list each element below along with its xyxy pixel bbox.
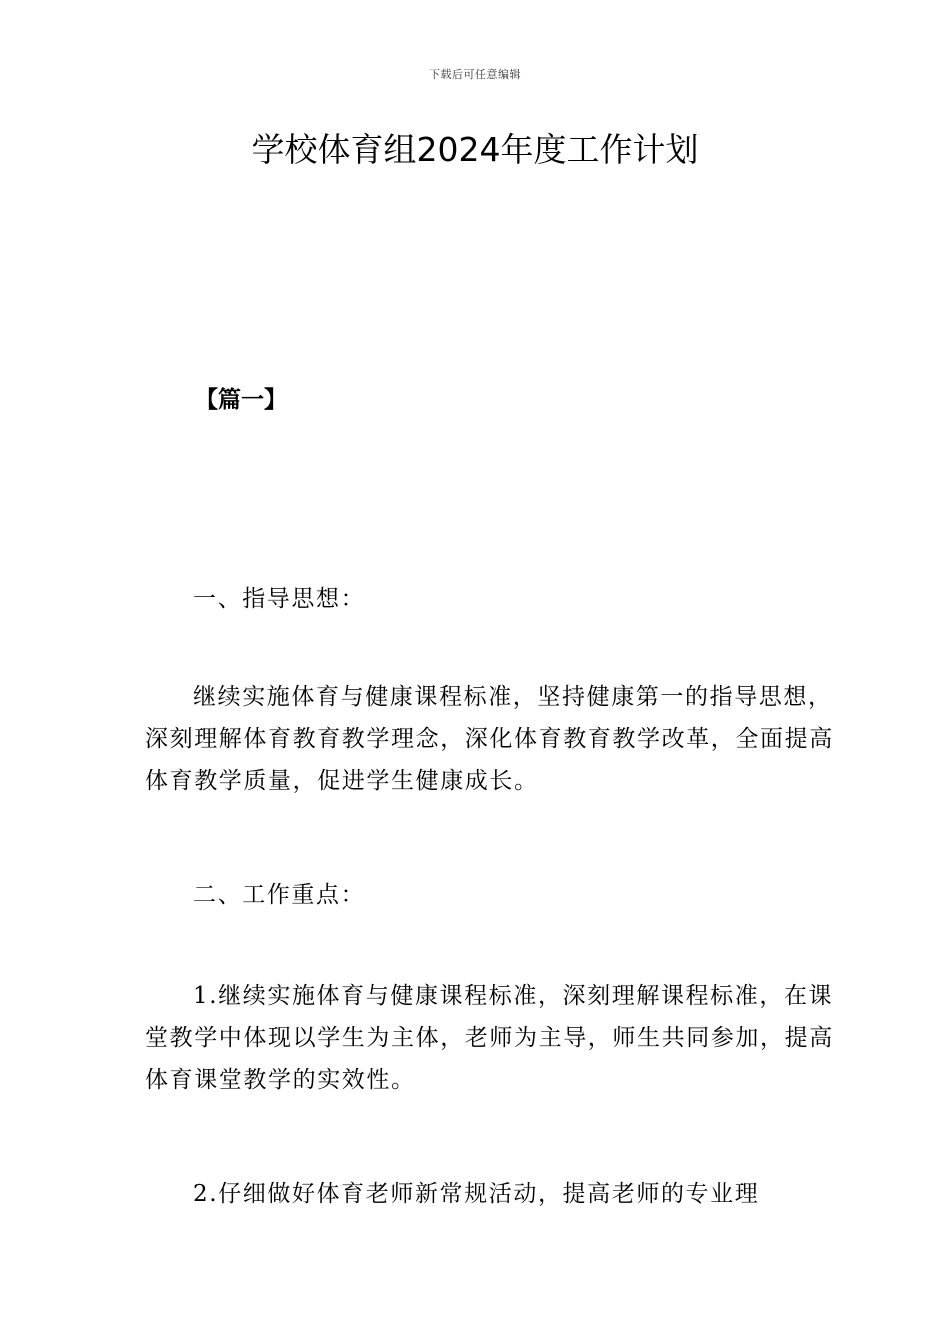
- paragraph-guiding-ideology: 继续实施体育与健康课程标准，坚持健康第一的指导思想，深刻理解体育教育教学理念，深化体育教育教学改革，全面提高体育教学质量，促进学生健康成长。: [145, 684, 834, 794]
- document-title: 学校体育组2024年度工作计划: [251, 130, 699, 169]
- paragraph-item-2: 2.仔细做好体育老师新常规活动，提高老师的专业理: [193, 1181, 760, 1207]
- heading-guiding-ideology: 一、指导思想：: [193, 586, 366, 612]
- section-heading: 【篇一】: [195, 386, 287, 413]
- header-note: 下载后可任意编辑: [429, 68, 521, 81]
- paragraph-item-1: 1.继续实施体育与健康课程标准，深刻理解课程标准，在课堂教学中体现以学生为主体，老师为主导，师生共同参加，提高体育课堂教学的实效性。: [145, 983, 834, 1093]
- heading-work-focus: 二、工作重点：: [193, 882, 366, 908]
